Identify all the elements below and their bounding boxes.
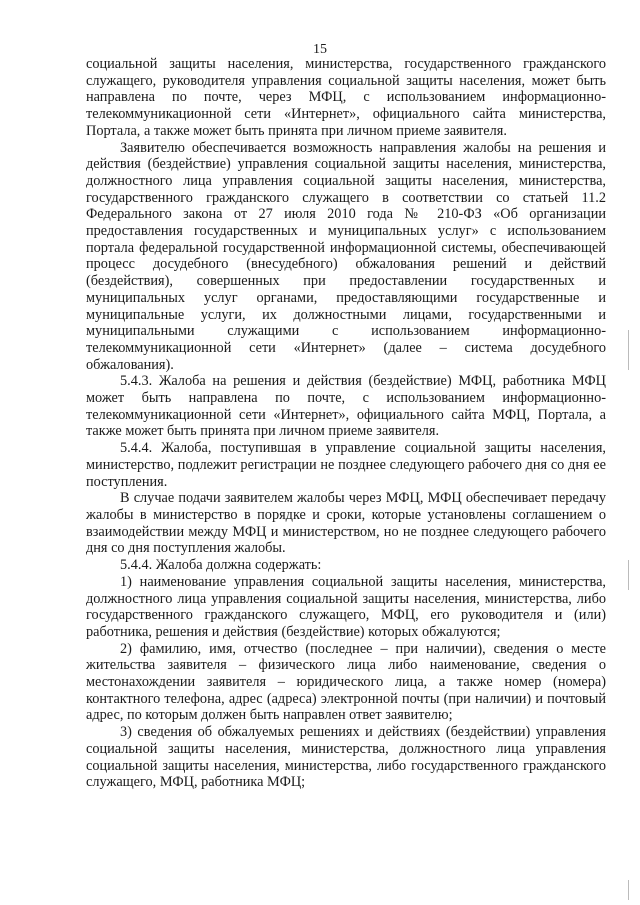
- paragraph-5-4-4-registration: 5.4.4. Жалоба, поступившая в управление социальной защиты населения, министерство, подлежит регистрации не позднее следующего рабочего дня со дня ее поступления.: [86, 440, 606, 490]
- list-item-2: 2) фамилию, имя, отчество (последнее – при наличии), сведения о месте жительства заявителя – физического лица либо наименование, сведения о местонахождении заявителя – юридического лица, а также номер (номера) контактного телефона, адрес (адреса) электронной почты (при наличии) и почтовый адрес, по которым должен быть направлен ответ заявителю;: [86, 640, 606, 724]
- list-item-1: 1) наименование управления социальной защиты населения, министерства, должностного лица управления социальной защиты населения, министерства, либо государственного гражданского служащего, МФЦ, его руководителя и (или) работника, решения и действия (бездействие) которых обжалуются;: [86, 573, 606, 640]
- scan-margin-line: [628, 330, 629, 370]
- page-number: 15: [313, 42, 327, 57]
- document-body: [86, 56, 606, 791]
- paragraph-5-4-3: 5.4.3. Жалоба на решения и действия (бездействие) МФЦ, работника МФЦ может быть направлена по почте, с использованием информационно-телекоммуникационной сети «Интернет», официального сайта МФЦ, Портала, а также может быть принята при личном приеме заявителя.: [86, 373, 606, 440]
- list-item-3: 3) сведения об обжалуемых решениях и действиях (бездействии) управления социальной защиты населения, министерства, должностного лица управления социальной защиты населения, министерства, либо государственного гражданского служащего, МФЦ, работника МФЦ;: [86, 724, 606, 791]
- paragraph-mfc-transfer: В случае подачи заявителем жалобы через МФЦ, МФЦ обеспечивает передачу жалобы в министерство в порядке и сроки, которые установлены соглашением о взаимодействии между МФЦ и министерством, но не позднее следующего рабочего дня со дня поступления жалобы.: [86, 490, 606, 557]
- scan-margin-line: [628, 560, 629, 590]
- scan-margin-line: [628, 880, 629, 900]
- paragraph-appeal-portal: Заявителю обеспечивается возможность направления жалобы на решения и действия (бездействие) управления социальной защиты населения, министерства, должностного лица управления социальной защиты населения, министерства, государственного гражданского служащего в соответствии со статьей 11.2 Федерального закона от 27 июля 2010 года № 210-ФЗ «Об организации предоставления государственных и муниципальных услуг» с использованием портала федеральной государственной информационной системы, обеспечивающей процесс досудебного (внесудебного) обжалования решений и действий (бездействия), совершенных при предоставлении государственных и муниципальных услуг органами, предоставляющими государственные и муниципальные услуги, их должностными лицами, государственными и муниципальными служащими с использованием информационно-телекоммуникационной сети «Интернет» (далее – система досудебного обжалования).: [86, 139, 606, 373]
- paragraph-5-4-4-contents: 5.4.4. Жалоба должна содержать:: [120, 557, 322, 574]
- paragraph-continuation: социальной защиты населения, министерства, государственного гражданского служащего, руководителя управления социальной защиты населения, может быть направлена по почте, через МФЦ, с использованием информационно-телекоммуникационной сети «Интернет», официального сайта министерства, Портала, а также может быть принята при личном приеме заявителя.: [86, 56, 606, 139]
